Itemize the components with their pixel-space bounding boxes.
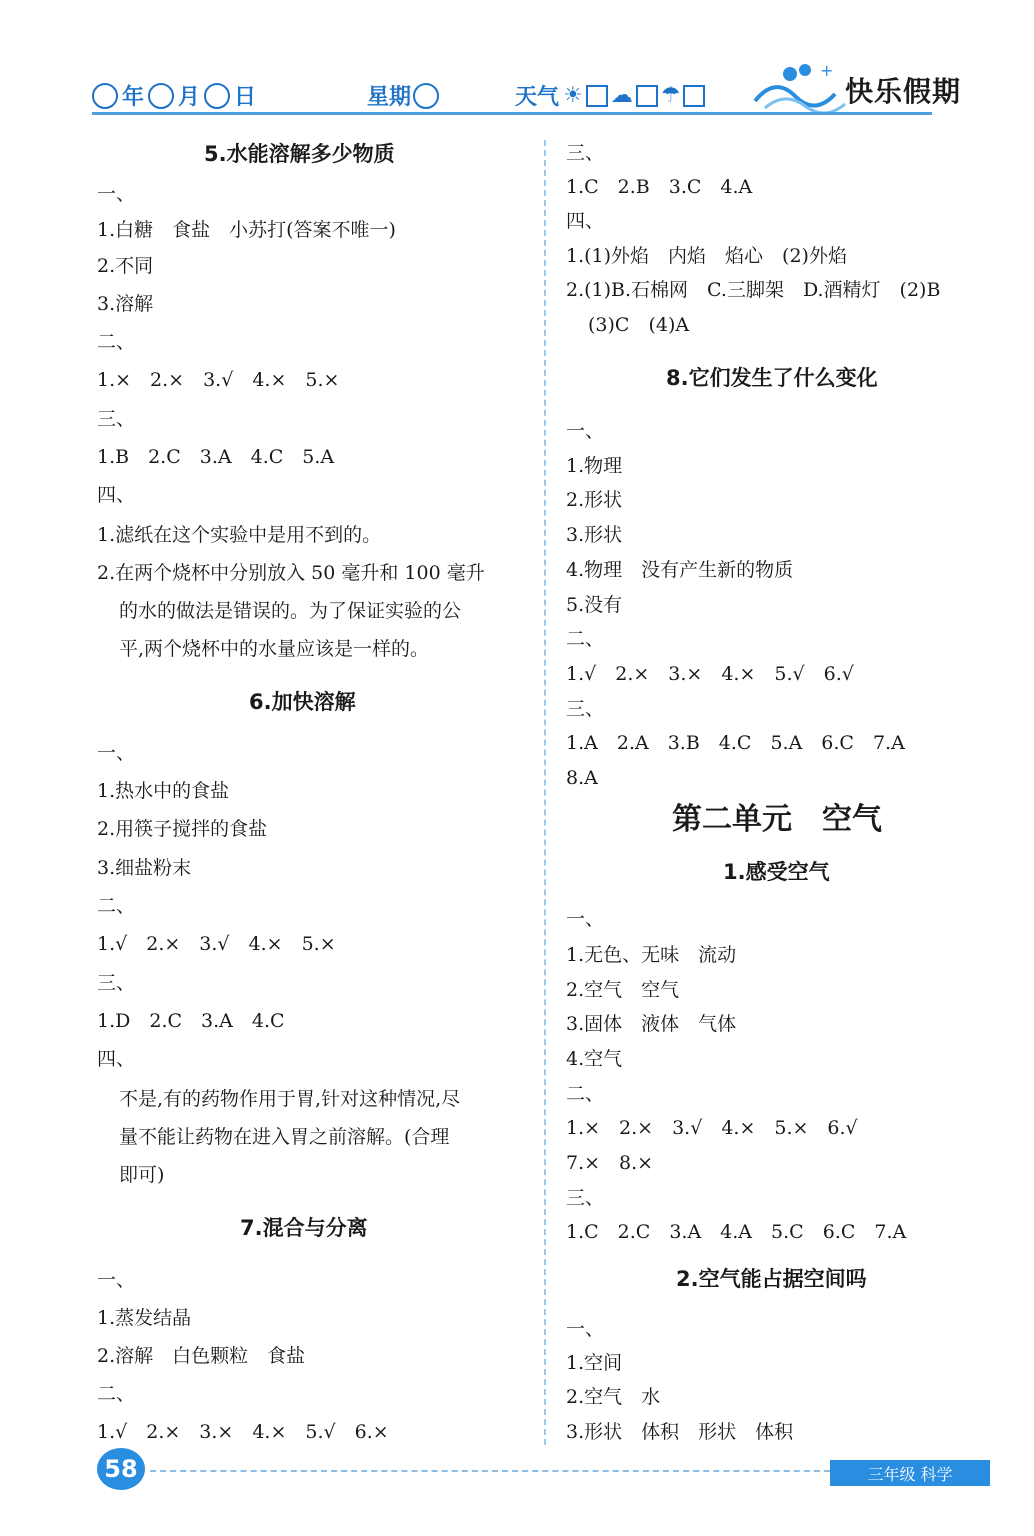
answer-line: 1.A 2.A 3.B 4.C 5.A 6.C 7.A	[566, 732, 905, 754]
section-title: 6.加快溶解	[249, 690, 356, 714]
part-label: 二、	[97, 895, 136, 917]
answer-line: 4.物理 没有产生新的物质	[566, 559, 794, 581]
svg-text:+: +	[820, 61, 834, 80]
part-label: 一、	[97, 742, 136, 764]
cloud-icon: ☁	[610, 83, 633, 108]
part-label: 四、	[97, 484, 136, 506]
page-number: 58	[97, 1448, 145, 1490]
section-title: 8.它们发生了什么变化	[666, 366, 878, 390]
answer-line: 7.× 8.×	[566, 1152, 654, 1174]
answer-line: 量不能让药物在进入胃之前溶解。(合理	[119, 1126, 450, 1148]
answer-line: 1.空间	[566, 1352, 623, 1374]
rain-checkbox	[683, 85, 705, 107]
grade-subject-badge: 三年级 科学	[830, 1460, 990, 1486]
answer-line: 2.空气 水	[566, 1386, 661, 1408]
answer-line: 1.B 2.C 3.A 4.C 5.A	[97, 446, 335, 468]
part-label: 一、	[566, 1318, 605, 1340]
answer-line: 2.形状	[566, 489, 623, 511]
section-title: 1.感受空气	[723, 860, 830, 884]
part-label: 四、	[97, 1048, 136, 1070]
section-title: 2.空气能占据空间吗	[676, 1267, 867, 1291]
part-label: 三、	[566, 142, 605, 164]
day-label: 日	[234, 85, 257, 110]
answer-line: 1.蒸发结晶	[97, 1307, 192, 1329]
answer-line: 2.溶解 白色颗粒 食盐	[97, 1345, 306, 1367]
header-divider	[92, 112, 932, 115]
day-circle	[204, 83, 230, 109]
answer-line: 5.没有	[566, 594, 623, 616]
answer-line: 2.空气 空气	[566, 979, 680, 1001]
unit-title: 第二单元 空气	[672, 802, 882, 837]
answer-line: 3.形状	[566, 524, 623, 546]
part-label: 一、	[97, 183, 136, 205]
section-title: 5.水能溶解多少物质	[204, 142, 395, 166]
answer-line: 1.无色、无味 流动	[566, 944, 737, 966]
answer-line: 3.形状 体积 形状 体积	[566, 1421, 794, 1443]
answer-line: 1.(1)外焰 内焰 焰心 (2)外焰	[566, 245, 847, 267]
answer-line: 1.滤纸在这个实验中是用不到的。	[97, 524, 382, 546]
answer-line: 1.√ 2.× 3.√ 4.× 5.×	[97, 933, 336, 955]
rain-icon: ☂	[660, 83, 681, 108]
part-label: 三、	[97, 408, 136, 430]
weekday-circle	[413, 83, 439, 109]
part-label: 三、	[97, 972, 136, 994]
part-label: 一、	[566, 420, 605, 442]
part-label: 二、	[97, 331, 136, 353]
part-label: 二、	[97, 1383, 136, 1405]
answer-line: 8.A	[566, 767, 598, 789]
answer-line: 3.固体 液体 气体	[566, 1013, 737, 1035]
weather-label: 天气	[515, 85, 560, 110]
answer-line: 2.用筷子搅拌的食盐	[97, 818, 268, 840]
answer-line: 1.× 2.× 3.√ 4.× 5.×	[97, 369, 340, 391]
sun-checkbox	[586, 85, 608, 107]
answer-line: 2.不同	[97, 255, 154, 277]
date-fields	[92, 80, 260, 111]
answer-line: 1.√ 2.× 3.× 4.× 5.√ 6.×	[97, 1421, 389, 1443]
year-circle	[92, 83, 118, 109]
part-label: 三、	[566, 1187, 605, 1209]
answer-line: 1.白糖 食盐 小苏打(答案不唯一)	[97, 219, 396, 241]
part-label: 三、	[566, 698, 605, 720]
wave-decoration-icon	[750, 56, 850, 116]
cloud-checkbox	[636, 85, 658, 107]
month-circle	[148, 83, 174, 109]
answer-line: 4.空气	[566, 1048, 623, 1070]
part-label: 二、	[566, 1083, 605, 1105]
answer-line: 2.在两个烧杯中分别放入 50 毫升和 100 毫升	[97, 562, 485, 584]
answer-line: 2.(1)B.石棉网 C.三脚架 D.酒精灯 (2)B	[566, 279, 941, 301]
answer-line: 1.√ 2.× 3.× 4.× 5.√ 6.√	[566, 663, 854, 685]
answer-line: 平,两个烧杯中的水量应该是一样的。	[119, 638, 430, 660]
weekday-field	[367, 80, 443, 111]
answer-line: 1.C 2.B 3.C 4.A	[566, 176, 753, 198]
section-title: 7.混合与分离	[240, 1216, 368, 1240]
part-label: 一、	[566, 908, 605, 930]
month-label: 月	[178, 85, 201, 110]
answer-line: 1.× 2.× 3.√ 4.× 5.× 6.√	[566, 1117, 858, 1139]
answer-line: 1.D 2.C 3.A 4.C	[97, 1010, 285, 1032]
answer-line: 的水的做法是错误的。为了保证实验的公	[119, 600, 462, 622]
column-divider	[544, 140, 546, 1445]
sun-icon: ☀	[563, 83, 583, 108]
part-label: 四、	[566, 210, 605, 232]
answer-line: 3.溶解	[97, 293, 154, 315]
answer-line: 不是,有的药物作用于胃,针对这种情况,尽	[119, 1088, 461, 1110]
part-label: 一、	[97, 1269, 136, 1291]
weekday-label: 星期	[367, 85, 412, 110]
answer-line: 1.物理	[566, 455, 623, 477]
answer-line: 3.细盐粉末	[97, 857, 192, 879]
weather-field	[515, 80, 708, 111]
year-label: 年	[122, 85, 145, 110]
answer-line: (3)C (4)A	[588, 314, 690, 336]
answer-line: 即可)	[119, 1164, 165, 1186]
answer-line: 1.热水中的食盐	[97, 780, 230, 802]
footer-divider	[150, 1470, 840, 1472]
answer-line: 1.C 2.C 3.A 4.A 5.C 6.C 7.A	[566, 1221, 907, 1243]
brand-title: 快乐假期	[845, 75, 962, 108]
part-label: 二、	[566, 628, 605, 650]
